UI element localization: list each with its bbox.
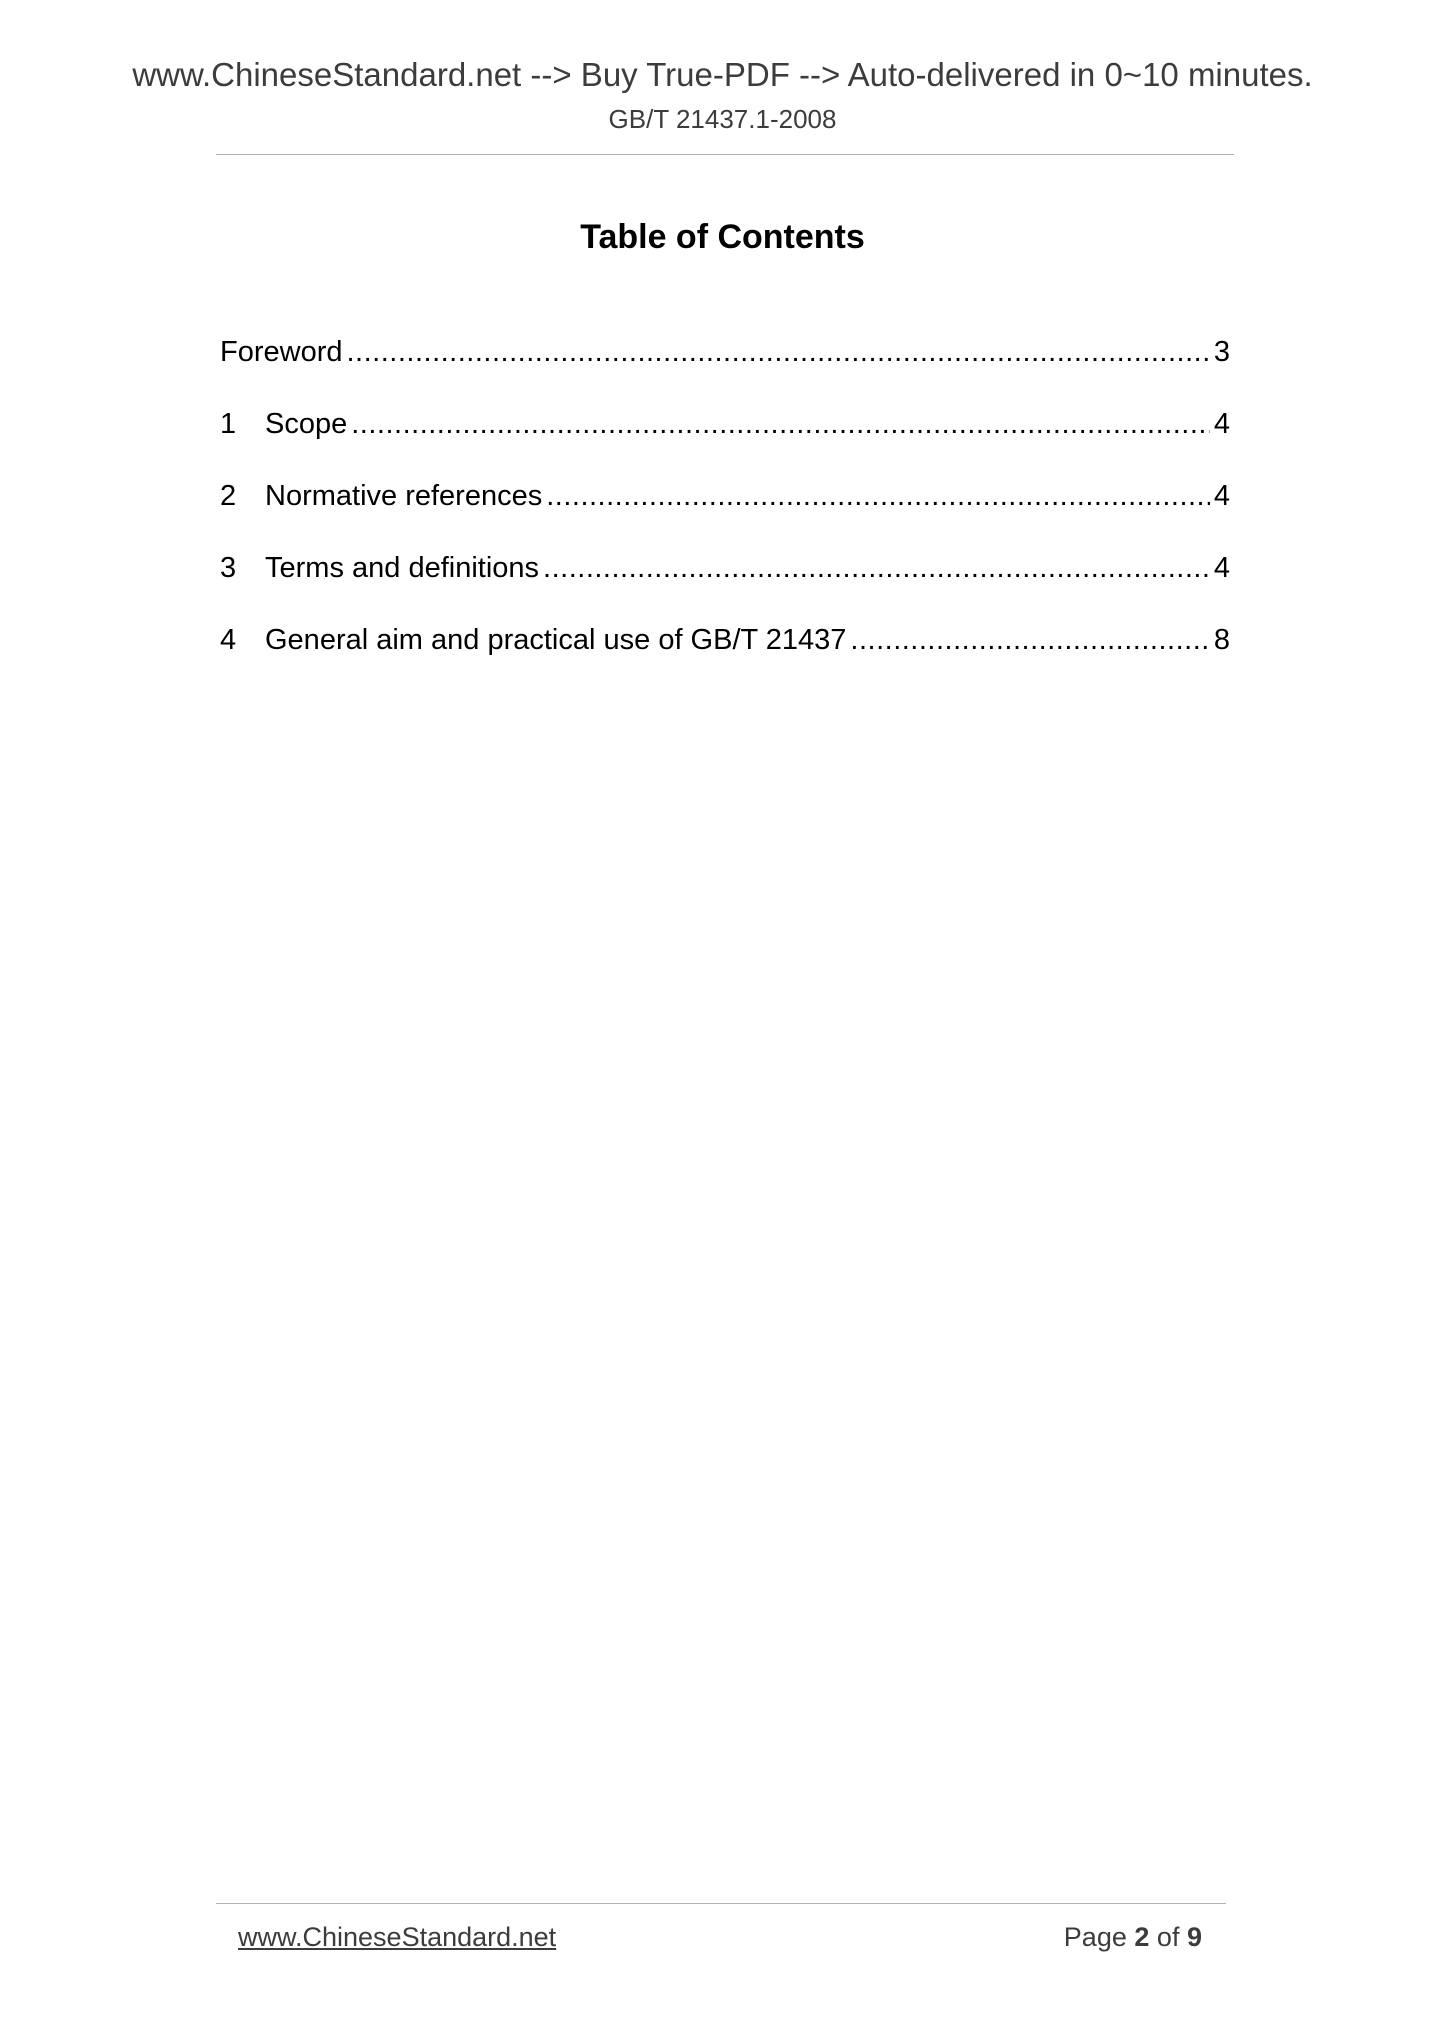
toc-entry-page: 8 [1213, 624, 1230, 656]
standard-code: GB/T 21437.1-2008 [608, 104, 837, 134]
page-indicator [1064, 1922, 1202, 1953]
toc-entry-page: 4 [1213, 552, 1230, 584]
toc-dot-leader [850, 624, 1209, 657]
toc-entry-page: 3 [1213, 336, 1230, 368]
toc-entry-foreword[interactable] [220, 336, 1230, 408]
footer-divider [216, 1903, 1226, 1904]
footer-site-link[interactable]: www.ChineseStandard.net [238, 1922, 557, 1952]
toc-entry-normative-references[interactable] [220, 480, 1230, 552]
total-pages-number: 9 [1186, 1922, 1202, 1952]
toc-entry-number: 3 [220, 552, 237, 584]
toc-dot-leader [347, 336, 1210, 369]
toc-entry-number: 4 [220, 624, 237, 656]
toc-entry-number: 1 [220, 408, 237, 440]
toc-entry-number: 2 [220, 480, 237, 512]
toc-entry-label: Terms and definitions [265, 552, 540, 584]
header-divider [216, 154, 1234, 155]
toc-entry-general-aim[interactable] [220, 624, 1230, 696]
toc-entry-label: Foreword [220, 336, 343, 368]
toc-entry-terms-and-definitions[interactable] [220, 552, 1230, 624]
toc-dot-leader [543, 552, 1210, 585]
page-separator: of [1156, 1922, 1180, 1952]
toc-dot-leader [546, 480, 1210, 513]
toc-entry-label: General aim and practical use of GB/T 21437 [265, 624, 847, 656]
toc-entry-page: 4 [1213, 480, 1230, 512]
toc-title: Table of Contents [580, 218, 865, 256]
toc-entry-scope[interactable] [220, 408, 1230, 480]
current-page-number: 2 [1134, 1922, 1150, 1952]
toc-entry-page: 4 [1213, 408, 1230, 440]
toc-list [220, 336, 1230, 696]
toc-entry-label: Scope [265, 408, 348, 440]
toc-entry-label: Normative references [265, 480, 543, 512]
page-prefix: Page [1063, 1922, 1127, 1952]
toc-dot-leader [351, 408, 1210, 441]
header-banner: www.ChineseStandard.net --> Buy True-PDF --> Auto-delivered in 0~10 minutes. [132, 56, 1313, 93]
